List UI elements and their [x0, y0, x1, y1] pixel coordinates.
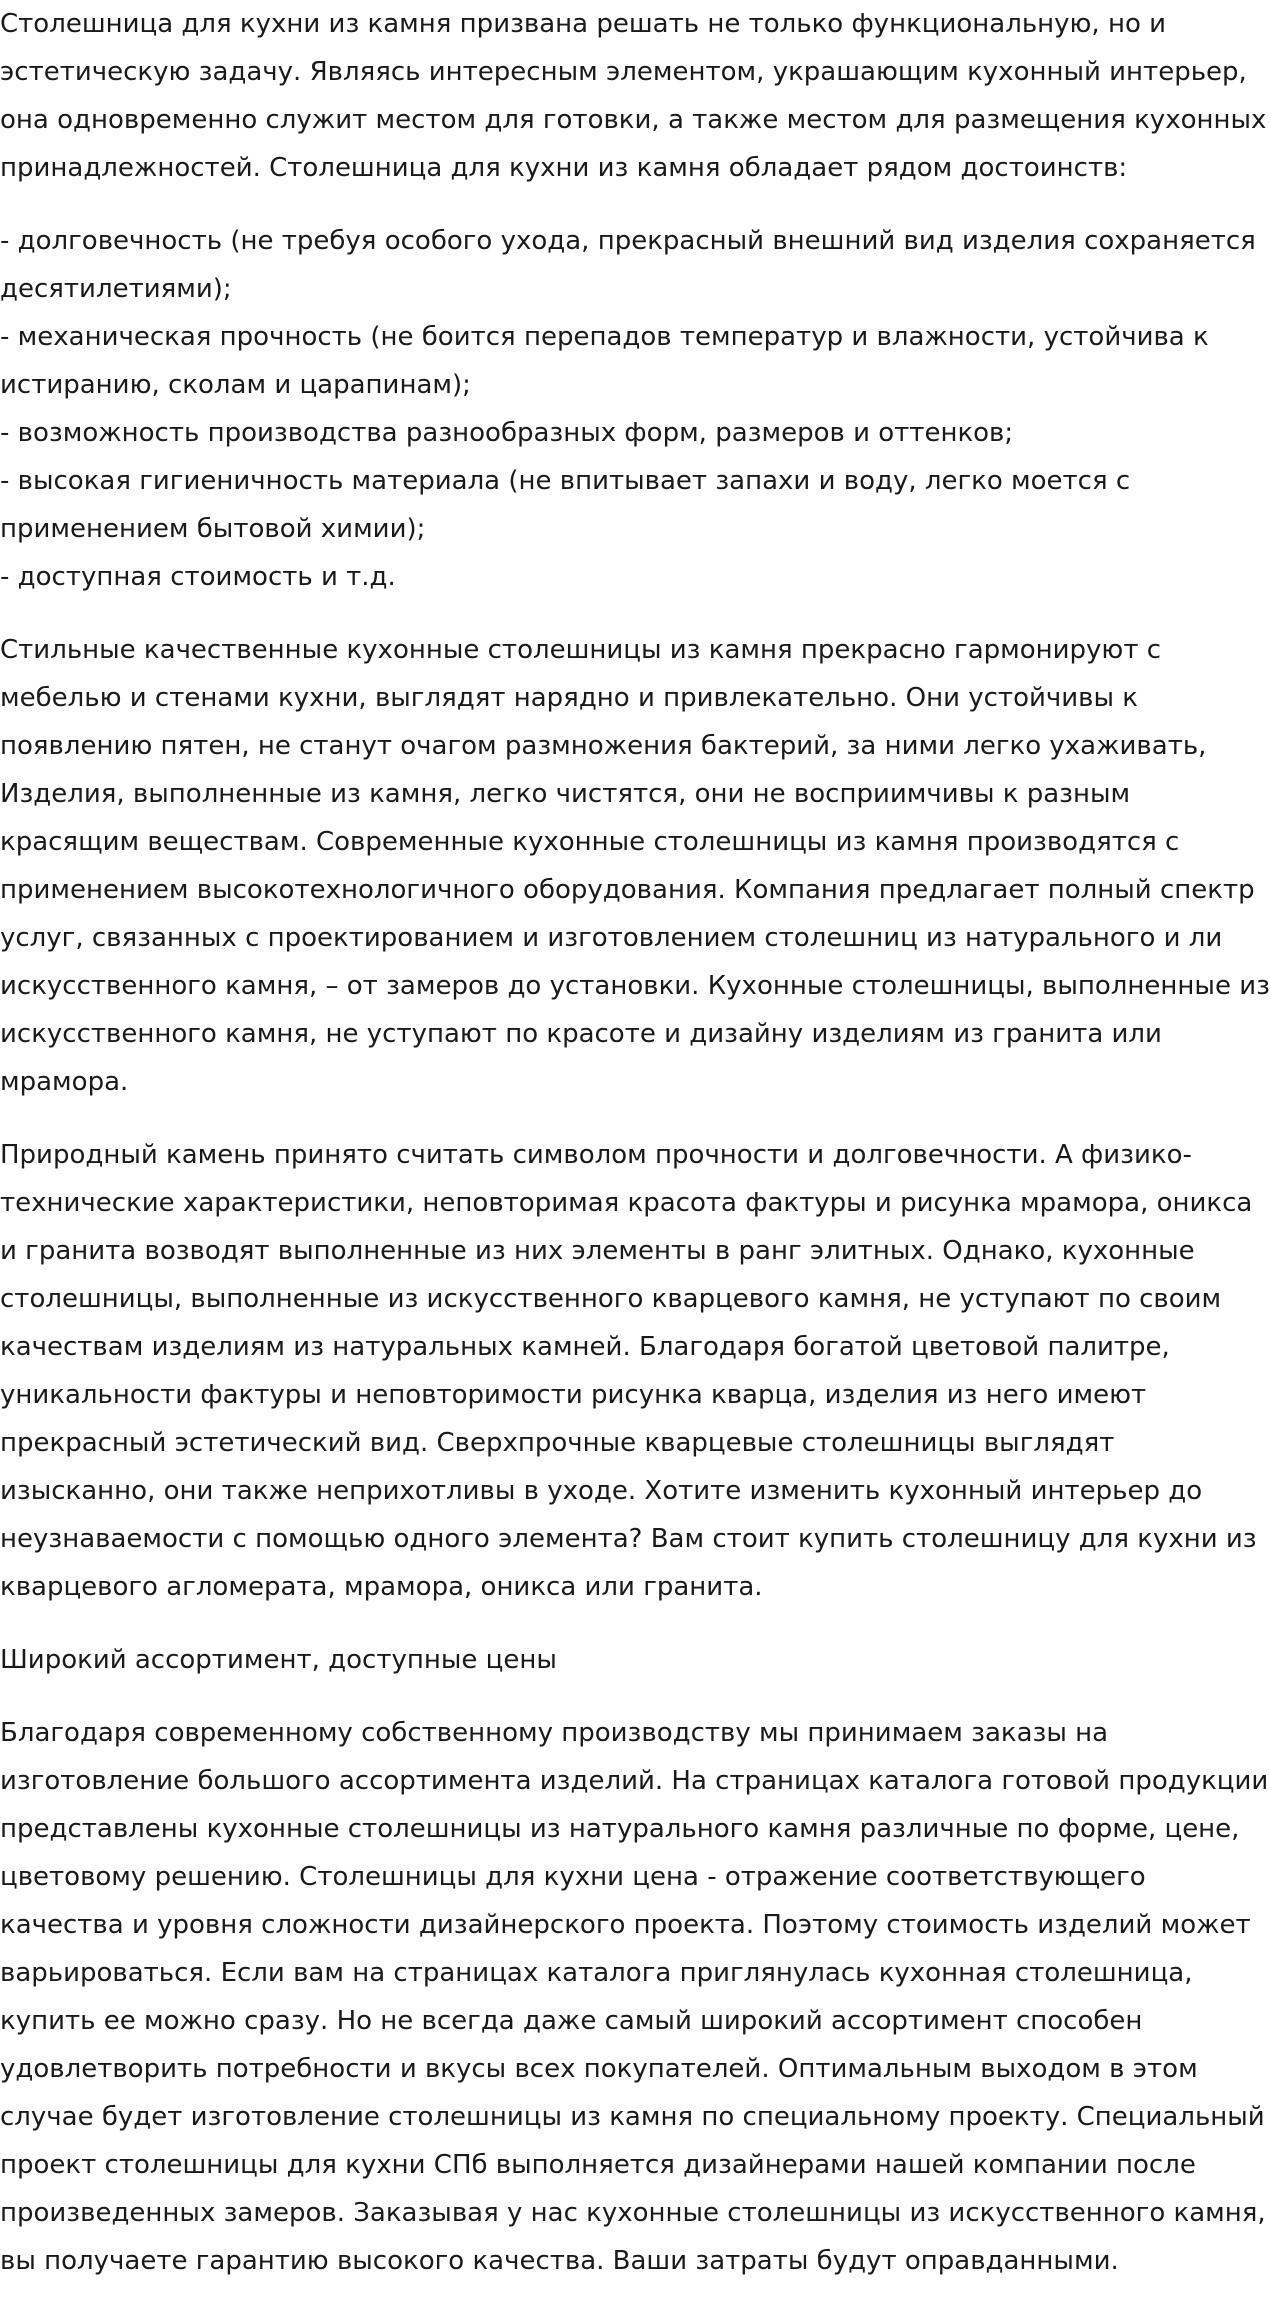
- intro-paragraph: Столешница для кухни из камня призвана решать не только функциональную, но и эстетическую задачу. Являясь интересным элементом, украшающим кухонный интерьер, она одновременно служит местом для готовки, а также местом для размещения кухонных принадлежностей. Столешница для кухни из камня обладает рядом достоинств:: [0, 9, 1267, 183]
- assortment-paragraph: Благодаря современному собственному производству мы принимаем заказы на изготовление большого ассортимента изделий. На страницах каталога готовой продукции представлены кухонные столешницы из натурального камня различные по форме, цене, цветовому решению. Столешницы для кухни цена - отражение соответствующего качества и уровня сложности дизайнерского проекта. Поэтому стоимость изделий может варьироваться. Если вам на страницах каталога приглянулась кухонная столешница, купить ее можно сразу. Но не всегда даже самый широкий ассортимент способен удовлетворить потребности и вкусы всех покупателей. Оптимальным выходом в этом случае будет изготовление столешницы из камня по специальному проекту. Специальный проект столешницы для кухни СПб выполняется дизайнерами нашей компании после произведенных замеров. Заказывая у нас кухонные столешницы из искусственного камня, вы получаете гарантию высокого качества. Ваши затраты будут оправданными.: [0, 1718, 1269, 2276]
- section-heading: Широкий ассортимент, доступные цены: [0, 1645, 557, 1675]
- advantages-list: - долговечность (не требуя особого ухода, прекрасный внешний вид изделия сохраняется десятилетиями); - механическая прочность (не боится перепадов температур и влажности, устойчива к истиранию, сколам и царапинам); - возможность производства разнообразных форм, размеров и оттенков; - высокая гигиеничность материала (не впитывает запахи и воду, легко моется с применением бытовой химии); - доступная стоимость и т.д.: [0, 226, 1256, 592]
- natural-stone-paragraph: Природный камень принято считать символом прочности и долговечности. А физико- технические характеристики, неповторимая красота фактуры и рисунка мрамора, оникса и гранита возводят выполненные из них элементы в ранг элитных. Однако, кухонные столешницы, выполненные из искусственного кварцевого камня, не уступают по своим качествам изделиям из натуральных камней. Благодаря богатой цветовой палитре, уникальности фактуры и неповторимости рисунка кварца, изделия из него имеют прекрасный эстетический вид. Сверхпрочные кварцевые столешницы выглядят изысканно, они также неприхотливы в уходе. Хотите изменить кухонный интерьер до неузнаваемости с помощью одного элемента? Вам стоит купить столешницу для кухни из кварцевого агломерата, мрамора, оникса или гранита.: [0, 1140, 1257, 1602]
- stylish-countertops-paragraph: Стильные качественные кухонные столешницы из камня прекрасно гармонируют с мебелью и стенами кухни, выглядят нарядно и привлекательно. Они устойчивы к появлению пятен, не станут очагом размножения бактерий, за ними легко ухаживать, Изделия, выполненные из камня, легко чистятся, они не восприимчивы к разным красящим веществам. Современные кухонные столешницы из камня производятся с применением высокотехнологичного оборудования. Компания предлагает полный спектр услуг, связанных с проектированием и изготовлением столешниц из натурального и ли искусственного камня, – от замеров до установки. Кухонные столешницы, выполненные из искусственного камня, не уступают по красоте и дизайну изделиям из гранита или мрамора.: [0, 635, 1270, 1097]
